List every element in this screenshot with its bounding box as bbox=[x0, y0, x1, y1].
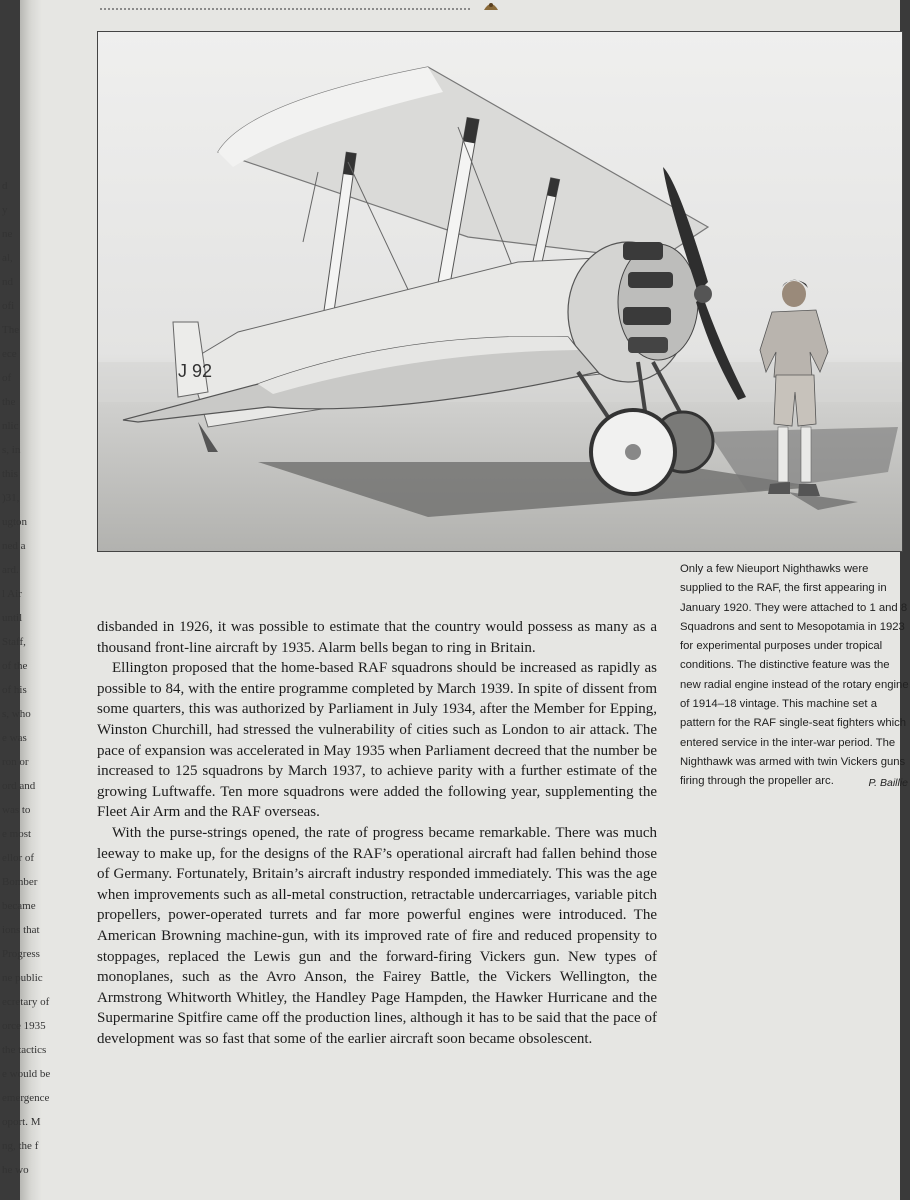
facing-page-fragment: orce 1935 bbox=[2, 1020, 46, 1032]
crest-icon bbox=[482, 0, 500, 12]
facing-page-fragment: ard. bbox=[2, 564, 19, 576]
facing-page-fragment: d bbox=[2, 180, 8, 192]
facing-page-fragment: ng, the f bbox=[2, 1140, 39, 1152]
facing-page-fragment: was to bbox=[2, 804, 31, 816]
facing-page-fragment: the tactics bbox=[2, 1044, 47, 1056]
photo-caption bbox=[680, 560, 910, 792]
facing-page-fragment: nd bbox=[2, 276, 13, 288]
facing-page-fragment: until bbox=[2, 612, 23, 624]
tail-marking: J 92 bbox=[178, 361, 213, 381]
paragraph: Ellington proposed that the home-based RAF squadrons should be increased as rapidly as possible to 84, with the entire programme completed by March 1939. In spite of dissent from some quarters, this was authorized by Parliament in July 1934, after the Member for Epping, Winston Churchill, had stressed the vulnerability of cities such as London to air attack. The pace of expansion was accelerated in May 1935 when Parliament decreed that the number be increased to 125 squadrons by March 1937, to achieve parity with a further estimate of the growing Luftwaffe. Ten more squadrons were added the following year, supplementing the Fleet Air Arm and the RAF overseas. bbox=[97, 660, 657, 821]
facing-page-fragment: ions that bbox=[2, 924, 40, 936]
facing-page-fragment: The bbox=[2, 324, 20, 336]
facing-page-fragment: ofi bbox=[2, 300, 15, 312]
facing-page-fragment: Bomber bbox=[2, 876, 38, 888]
caption-text: Only a few Nieuport Nighthawks were supplied to the RAF, the first appearing in January 1920. They were attached to 1 and 8 Squadrons and sent to Mesopotamia in 1923 for experimental purposes under tropical conditions. The distinctive feature was the new radial engine instead of the rotary engine of 1914–18 vintage. This machine set a pattern for the RAF single-seat fighters which entered service in the inter-war period. The Nighthawk was armed with twin Vickers guns firing through the propeller arc. bbox=[680, 563, 909, 788]
facing-page-fragment: ne public bbox=[2, 972, 43, 984]
book-page bbox=[20, 0, 909, 1200]
paragraph: disbanded in 1926, it was possible to estimate that the country would possess as many as a thousand front-line aircraft by 1935. Alarm bells began to ring in Britain. bbox=[97, 619, 657, 656]
facing-page-fragment: e would be bbox=[2, 1068, 51, 1080]
facing-page-fragment: ugton bbox=[2, 516, 28, 528]
facing-page-fragment: al, bbox=[2, 252, 13, 264]
facing-page-fragment: nlic bbox=[2, 420, 19, 432]
facing-page-fragment: e most bbox=[2, 828, 32, 840]
facing-page-fragment: ece bbox=[2, 348, 17, 360]
facing-page-fragment: ecretary of bbox=[2, 996, 50, 1008]
facing-page-fragment: Progress bbox=[2, 948, 40, 960]
facing-page-fragment: s, in bbox=[2, 444, 21, 456]
facing-page-fragment: of the bbox=[2, 660, 28, 672]
facing-page-fragment: ord and bbox=[2, 780, 36, 792]
facing-page-fragment: became bbox=[2, 900, 36, 912]
facing-page-fragment: ned a bbox=[2, 540, 26, 552]
facing-page-fragment: of bbox=[2, 372, 12, 384]
facing-page-fragment: ne bbox=[2, 228, 13, 240]
facing-page-fragment: he wo bbox=[2, 1164, 29, 1176]
facing-page-fragment: Staff, bbox=[2, 636, 26, 648]
facing-page-fragment: ron or bbox=[2, 756, 29, 768]
photo-scene bbox=[98, 32, 902, 551]
photo-credit: P. Baillie bbox=[868, 777, 908, 789]
facing-page-fragment: )31, bbox=[2, 492, 20, 504]
article-body bbox=[97, 617, 657, 1049]
facing-page-fragment: this bbox=[2, 468, 18, 480]
header-rule bbox=[100, 8, 470, 10]
facing-page-fragment: the bbox=[2, 396, 16, 408]
facing-page-fragment: ellor of bbox=[2, 852, 35, 864]
facing-page-edge bbox=[0, 0, 51, 1200]
facing-page-fragment: oport. M bbox=[2, 1116, 41, 1128]
facing-page-fragment: s, who bbox=[2, 708, 31, 720]
nieuport-nighthawk-photo bbox=[97, 31, 903, 552]
facing-page-fragment: l Air bbox=[2, 588, 22, 600]
facing-page-fragment: emergence bbox=[2, 1092, 50, 1104]
paragraph: With the purse-strings opened, the rate of progress became remarkable. There was much leeway to make up, for the designs of the RAF’s operational aircraft had fallen behind those of Germany. Fortunately, Britain’s aircraft industry responded immediately. This was the age when improvements such as all-metal construction, retractable undercarriages, variable pitch propellers, power-operated turrets and far more powerful engines were introduced. The American Browning machine-gun, with its improved rate of fire and reduced propensity to stoppages, replaced the Lewis gun and the forward-firing Vickers gun. New types of monoplanes, such as the Avro Anson, the Fairey Battle, the Vickers Wellington, the Armstrong Whitworth Whitley, the Handley Page Hampden, the Hawker Hurricane and the Supermarine Spitfire came off the production lines, although it has to be said that the pace of development was so fast that some of the earlier aircraft soon became obsolescent. bbox=[97, 824, 657, 1047]
facing-page-fragment: e was bbox=[2, 732, 27, 744]
facing-page-fragment: of his bbox=[2, 684, 27, 696]
facing-page-fragment: y bbox=[2, 204, 8, 216]
